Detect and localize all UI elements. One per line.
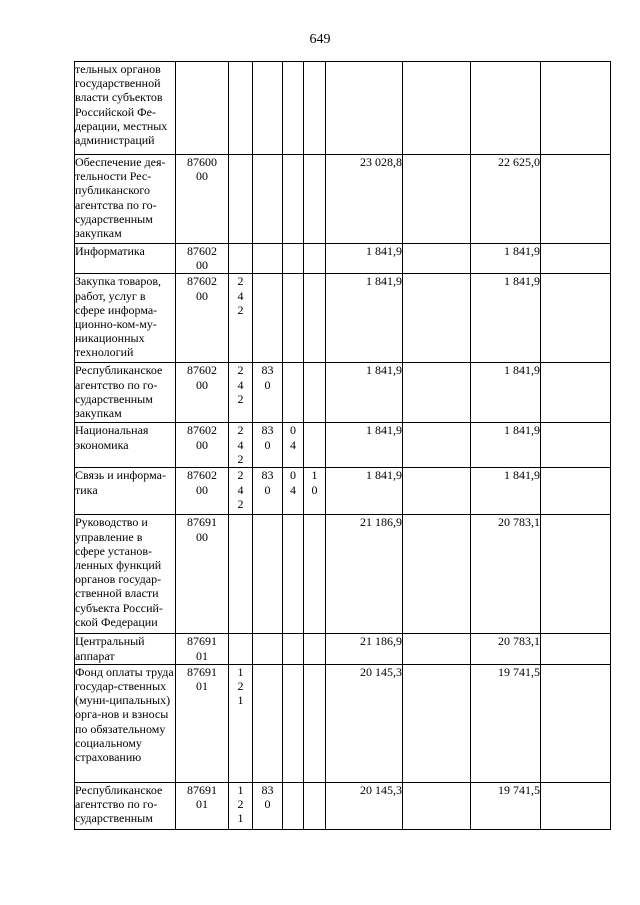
amount-year2-cell: 19 741,5	[471, 664, 541, 782]
empty-cell	[403, 274, 471, 363]
ministry-code-cell: 83 0	[253, 363, 283, 423]
amount-year1-cell: 21 186,9	[326, 515, 403, 634]
amount-year2-cell	[471, 62, 541, 155]
section-code-cell	[283, 363, 304, 423]
row-name-cell: Республиканское агентство по го-сударственным закупкам	[75, 363, 176, 423]
target-article-code-cell: 87602 00	[176, 274, 229, 363]
expense-type-code-cell	[229, 634, 253, 664]
amount-year2-cell: 1 841,9	[471, 423, 541, 468]
expense-type-code-cell: 2 4 2	[229, 468, 253, 515]
target-article-code-cell: 87602 00	[176, 244, 229, 274]
table-row	[75, 62, 611, 155]
empty-cell	[541, 468, 611, 515]
target-article-code-cell: 87602 00	[176, 423, 229, 468]
row-name-cell: тельных органов государственной власти субъектов Российской Фе-дерации, местных администраций	[75, 62, 176, 155]
expense-type-code-cell: 2 4 2	[229, 423, 253, 468]
empty-cell	[403, 155, 471, 244]
amount-year1-cell: 23 028,8	[326, 155, 403, 244]
expense-type-code-cell: 1 2 1	[229, 664, 253, 782]
target-article-code-cell: 87691 00	[176, 515, 229, 634]
ministry-code-cell	[253, 515, 283, 634]
subsection-code-cell	[304, 664, 326, 782]
amount-year2-cell: 22 625,0	[471, 155, 541, 244]
subsection-code-cell	[304, 515, 326, 634]
table-row	[75, 274, 611, 363]
amount-year1-cell: 1 841,9	[326, 468, 403, 515]
amount-year1-cell: 1 841,9	[326, 244, 403, 274]
row-name-cell: Обеспечение дея-тельности Рес-публиканского агентства по го-сударственным закупкам	[75, 155, 176, 244]
table-row	[75, 664, 611, 782]
target-article-code-cell: 87691 01	[176, 782, 229, 829]
amount-year1-cell: 1 841,9	[326, 363, 403, 423]
section-code-cell: 0 4	[283, 468, 304, 515]
expense-type-code-cell	[229, 155, 253, 244]
ministry-code-cell	[253, 664, 283, 782]
empty-cell	[403, 782, 471, 829]
section-code-cell	[283, 664, 304, 782]
table-row	[75, 363, 611, 423]
subsection-code-cell	[304, 244, 326, 274]
subsection-code-cell	[304, 634, 326, 664]
amount-year2-cell: 1 841,9	[471, 363, 541, 423]
table-row	[75, 782, 611, 829]
expense-type-code-cell	[229, 515, 253, 634]
empty-cell	[403, 62, 471, 155]
ministry-code-cell: 83 0	[253, 782, 283, 829]
empty-cell	[541, 782, 611, 829]
amount-year2-cell: 20 783,1	[471, 634, 541, 664]
empty-cell	[403, 664, 471, 782]
empty-cell	[541, 634, 611, 664]
row-name-cell: Закупка товаров, работ, услуг в сфере информа-ционно-ком-му-никационных технологий	[75, 274, 176, 363]
empty-cell	[403, 363, 471, 423]
row-name-cell: Центральный аппарат	[75, 634, 176, 664]
empty-cell	[403, 244, 471, 274]
empty-cell	[541, 244, 611, 274]
section-code-cell	[283, 515, 304, 634]
section-code-cell	[283, 155, 304, 244]
row-name-cell: Фонд оплаты труда государ-ственных (муни-ципальных) орга-нов и взносы по обязательному социальному страхованию	[75, 664, 176, 782]
subsection-code-cell: 1 0	[304, 468, 326, 515]
amount-year1-cell	[326, 62, 403, 155]
expense-type-code-cell	[229, 244, 253, 274]
amount-year2-cell: 1 841,9	[471, 274, 541, 363]
empty-cell	[403, 515, 471, 634]
section-code-cell	[283, 62, 304, 155]
table-row	[75, 423, 611, 468]
amount-year2-cell: 19 741,5	[471, 782, 541, 829]
section-code-cell	[283, 634, 304, 664]
amount-year1-cell: 1 841,9	[326, 274, 403, 363]
expense-type-code-cell	[229, 62, 253, 155]
expense-type-code-cell: 1 2 1	[229, 782, 253, 829]
table-row	[75, 244, 611, 274]
subsection-code-cell	[304, 274, 326, 363]
table-row	[75, 515, 611, 634]
empty-cell	[541, 363, 611, 423]
ministry-code-cell	[253, 62, 283, 155]
ministry-code-cell: 83 0	[253, 423, 283, 468]
ministry-code-cell	[253, 634, 283, 664]
subsection-code-cell	[304, 62, 326, 155]
empty-cell	[403, 423, 471, 468]
empty-cell	[541, 155, 611, 244]
empty-cell	[403, 634, 471, 664]
section-code-cell: 0 4	[283, 423, 304, 468]
target-article-code-cell: 87691 01	[176, 634, 229, 664]
budget-table	[74, 61, 611, 830]
amount-year1-cell: 1 841,9	[326, 423, 403, 468]
page-number: 649	[309, 32, 331, 47]
amount-year2-cell: 20 783,1	[471, 515, 541, 634]
empty-cell	[541, 274, 611, 363]
target-article-code-cell: 87602 00	[176, 468, 229, 515]
amount-year1-cell: 21 186,9	[326, 634, 403, 664]
row-name-cell: Информатика	[75, 244, 176, 274]
expense-type-code-cell: 2 4 2	[229, 274, 253, 363]
amount-year2-cell: 1 841,9	[471, 468, 541, 515]
ministry-code-cell: 83 0	[253, 468, 283, 515]
ministry-code-cell	[253, 155, 283, 244]
subsection-code-cell	[304, 155, 326, 244]
subsection-code-cell	[304, 363, 326, 423]
section-code-cell	[283, 274, 304, 363]
row-name-cell: Руководство и управление в сфере установ-ленных функций органов государ-ственной власти субъекта Россий-ской Федерации	[75, 515, 176, 634]
row-name-cell: Национальная экономика	[75, 423, 176, 468]
amount-year1-cell: 20 145,3	[326, 664, 403, 782]
empty-cell	[403, 468, 471, 515]
expense-type-code-cell: 2 4 2	[229, 363, 253, 423]
ministry-code-cell	[253, 274, 283, 363]
amount-year1-cell: 20 145,3	[326, 782, 403, 829]
section-code-cell	[283, 244, 304, 274]
empty-cell	[541, 62, 611, 155]
empty-cell	[541, 515, 611, 634]
subsection-code-cell	[304, 423, 326, 468]
section-code-cell	[283, 782, 304, 829]
row-name-cell: Связь и информа-тика	[75, 468, 176, 515]
subsection-code-cell	[304, 782, 326, 829]
target-article-code-cell	[176, 62, 229, 155]
target-article-code-cell: 87691 01	[176, 664, 229, 782]
empty-cell	[541, 423, 611, 468]
empty-cell	[541, 664, 611, 782]
target-article-code-cell: 87600 00	[176, 155, 229, 244]
row-name-cell: Республиканское агентство по го-сударственным	[75, 782, 176, 829]
table-row	[75, 155, 611, 244]
table-row	[75, 634, 611, 664]
ministry-code-cell	[253, 244, 283, 274]
table-row	[75, 468, 611, 515]
target-article-code-cell: 87602 00	[176, 363, 229, 423]
amount-year2-cell: 1 841,9	[471, 244, 541, 274]
